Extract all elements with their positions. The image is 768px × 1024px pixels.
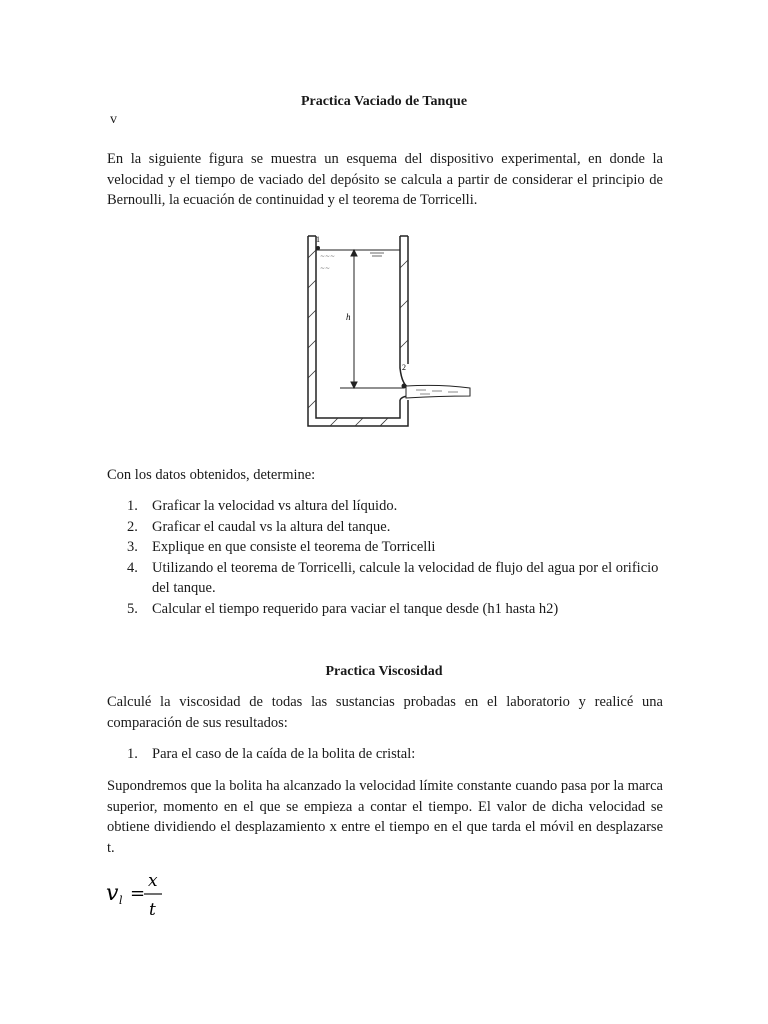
formula-numerator: x	[148, 871, 158, 891]
formula-lhs: v	[106, 881, 119, 906]
tank-inner-wall	[316, 236, 400, 418]
tank-diagram	[300, 228, 476, 434]
velocity-formula	[104, 868, 174, 928]
point-1-marker	[316, 246, 320, 250]
list-item: 1. Graficar la velocidad vs altura del líquido.	[127, 498, 398, 514]
svg-text:~~~: ~~~	[320, 253, 336, 260]
water-jet	[406, 385, 470, 398]
formula-subscript: l	[119, 894, 123, 907]
label-1: 1	[316, 235, 320, 244]
list-item: 4. Utilizando el teorema de Torricelli, calcule la velocidad de flujo del agua por el orificio del tanque.	[127, 559, 659, 596]
point-2-marker	[402, 384, 407, 389]
section2-body: Supondremos que la bolita ha alcanzado la velocidad límite constante cuando pasa por la marca superior, momento en el que se empieza a contar el tiempo. El valor de dicha velocidad se obtiene dividiendo el desplazamiento x entre el tiempo en el que tarda el móvil en desplazarse t.	[107, 778, 663, 856]
section1-task-list	[107, 496, 667, 619]
list-item: 3. Explique en que consiste el teorema de Torricelli	[127, 539, 436, 555]
stray-character: v	[110, 112, 117, 127]
formula-equals: =	[130, 883, 146, 904]
list-item: 5. Calcular el tiempo requerido para vaciar el tanque desde (h1 hasta h2)	[127, 600, 559, 617]
label-h: h	[346, 312, 351, 322]
svg-text:~~: ~~	[320, 265, 331, 272]
list-item: 1. Para el caso de la caída de la bolita de cristal:	[127, 746, 416, 762]
section2-intro: Calculé la viscosidad de todas las sustancias probadas en el laboratorio y realicé una comparación de sus resultados:	[107, 694, 663, 731]
section1-lead: Con los datos obtenidos, determine:	[107, 467, 316, 483]
section1-intro: En la siguiente figura se muestra un esquema del dispositivo experimental, en donde la velocidad y el tiempo de vaciado del depósito se calcula a partir de considerar el principio de Bernoulli, la ecuación de continuidad y el teorema de Torricelli.	[107, 151, 663, 208]
section2-title: Practica Viscosidad	[325, 664, 443, 679]
label-2: 2	[402, 363, 406, 372]
section1-title: Practica Vaciado de Tanque	[300, 94, 468, 109]
section2-list	[107, 744, 667, 765]
list-item: 2. Graficar el caudal vs la altura del tanque.	[127, 518, 391, 535]
formula-denominator: t	[149, 900, 156, 920]
